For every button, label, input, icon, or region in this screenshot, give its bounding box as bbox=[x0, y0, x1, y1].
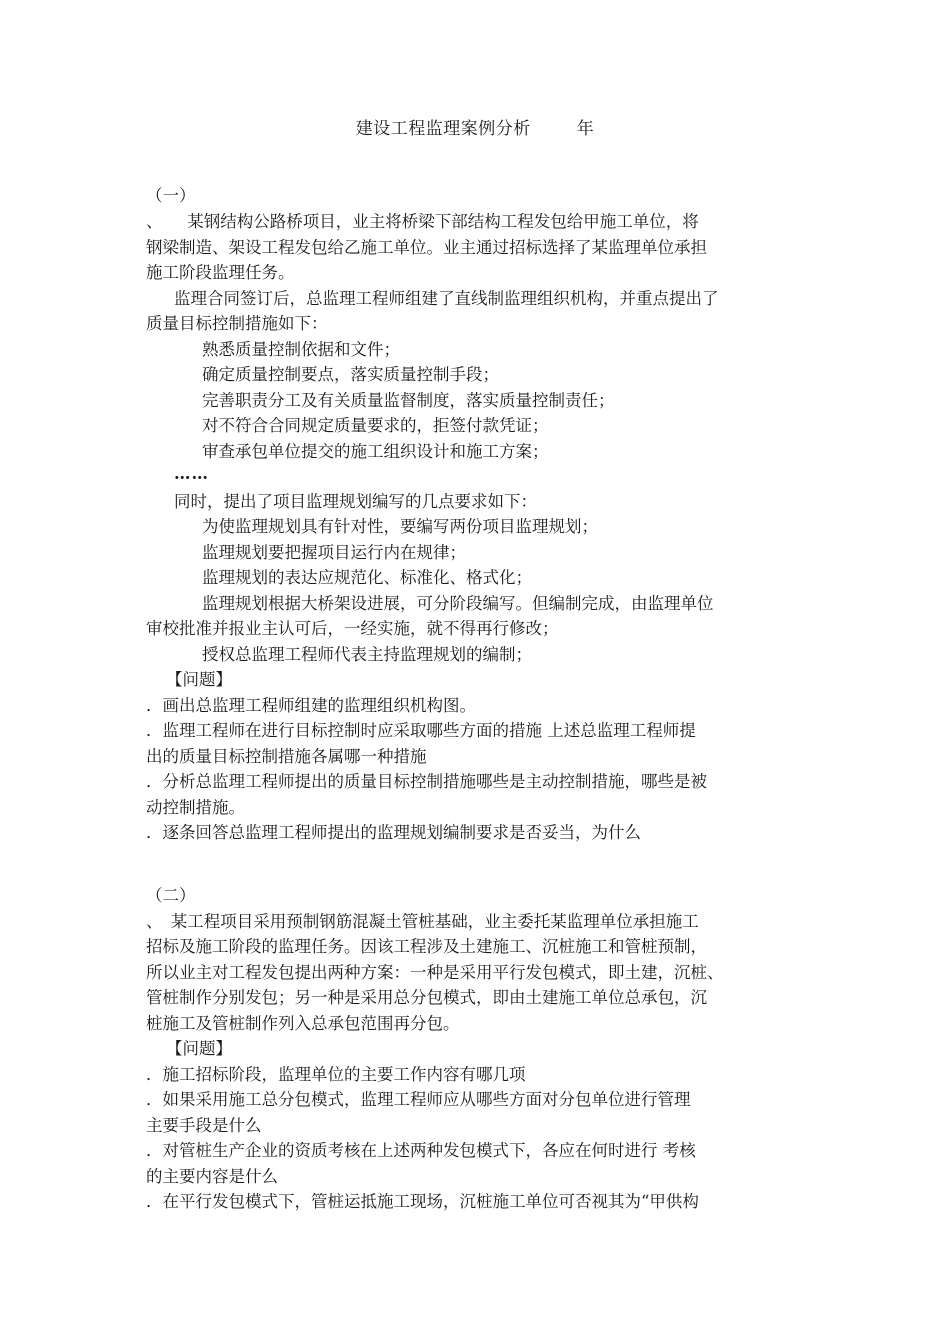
case1-intro-line: 施工阶段监理任务。 bbox=[146, 263, 295, 282]
quality-measure-item: 对不符合合同规定质量要求的，拒签付款凭证； bbox=[202, 416, 549, 435]
case1-question-label: 【问题】 bbox=[166, 670, 232, 689]
case1-intro-line: 钢梁制造、架设工程发包给乙施工单位。业主通过招标选择了某监理单位承担 bbox=[146, 238, 707, 257]
case2-intro-line: 桩施工及管桩制作列入总承包范围再分包。 bbox=[146, 1014, 460, 1033]
quality-measure-item: 确定质量控制要点，落实质量控制手段； bbox=[202, 365, 499, 384]
case2-question: ．对管桩生产企业的资质考核在上述两种发包模式下，各应在何时进行 考核 bbox=[146, 1141, 696, 1160]
plan-requirement-item: 监理规划的表达应规范化、标准化、格式化； bbox=[202, 568, 532, 587]
case2-intro-line: 所以业主对工程发包提出两种方案：一种是采用平行发包模式，即土建，沉桩、 bbox=[146, 963, 724, 982]
case2-question: 主要手段是什么 bbox=[146, 1116, 262, 1135]
case2-question-label: 【问题】 bbox=[166, 1039, 232, 1058]
plan-requirement-item: 监理规划要把握项目运行内在规律； bbox=[202, 543, 466, 562]
plan-requirement-item: 监理规划根据大桥架设进展，可分阶段编写。但编制完成，由监理单位 bbox=[202, 594, 714, 613]
case1-question: ．画出总监理工程师组建的监理组织机构图。 bbox=[146, 696, 476, 715]
case2-question: ．施工招标阶段，监理单位的主要工作内容有哪几项 bbox=[146, 1065, 526, 1084]
quality-measure-item: 完善职责分工及有关质量监督制度，落实质量控制责任； bbox=[202, 391, 615, 410]
case1-heading: （一） bbox=[146, 186, 196, 205]
quality-measure-item: 审查承包单位提交的施工组织设计和施工方案； bbox=[202, 442, 549, 461]
case1-question: 动控制措施。 bbox=[146, 798, 245, 817]
case2-intro-line: 招标及施工阶段的监理任务。因该工程涉及土建施工、沉桩施工和管桩预制， bbox=[146, 937, 707, 956]
case2-heading: （二） bbox=[146, 886, 196, 905]
case1-para2-line: 质量目标控制措施如下： bbox=[146, 314, 328, 333]
case2-intro-line: 管桩制作分别发包；另一种是采用总分包模式，即由土建施工单位总承包，沉 bbox=[146, 988, 707, 1007]
title-text: 建设工程监理案例分析 bbox=[355, 119, 531, 139]
case1-para2-line: 监理合同签订后，总监理工程师组建了直线制监理组织机构，并重点提出了 bbox=[174, 289, 719, 308]
case2-intro-line: 、 某工程项目采用预制钢筋混凝土管桩基础，业主委托某监理单位承担施工 bbox=[146, 912, 699, 931]
case1-para3: 同时，提出了项目监理规划编写的几点要求如下： bbox=[174, 492, 537, 511]
case2-question: ．在平行发包模式下，管桩运抵施工现场，沉桩施工单位可否视其为“甲供构 bbox=[146, 1192, 699, 1211]
case1-question: 出的质量目标控制措施各属哪一种措施 bbox=[146, 747, 427, 766]
case2-question: ．如果采用施工总分包模式，监理工程师应从哪些方面对分包单位进行管理 bbox=[146, 1090, 691, 1109]
case1-intro-line: 、 某钢结构公路桥项目，业主将桥梁下部结构工程发包给甲施工单位，将 bbox=[146, 212, 699, 231]
plan-requirement-item: 审校批准并报业主认可后，一经实施，就不得再行修改； bbox=[146, 619, 559, 638]
document-title bbox=[0, 114, 950, 139]
quality-measure-item: 熟悉质量控制依据和文件； bbox=[202, 340, 400, 359]
case1-question: ．监理工程师在进行目标控制时应采取哪些方面的措施 上述总监理工程师提 bbox=[146, 721, 696, 740]
case1-question: ．逐条回答总监理工程师提出的监理规划编制要求是否妥当，为什么 bbox=[146, 823, 641, 842]
plan-requirement-item: 授权总监理工程师代表主持监理规划的编制； bbox=[202, 645, 532, 664]
case2-question: 的主要内容是什么 bbox=[146, 1167, 278, 1186]
case1-question: ．分析总监理工程师提出的质量目标控制措施哪些是主动控制措施，哪些是被 bbox=[146, 772, 707, 791]
plan-requirement-item: 为使监理规划具有针对性，要编写两份项目监理规划； bbox=[202, 517, 598, 536]
title-year: 年 bbox=[576, 119, 595, 139]
ellipsis: …… bbox=[174, 464, 209, 483]
